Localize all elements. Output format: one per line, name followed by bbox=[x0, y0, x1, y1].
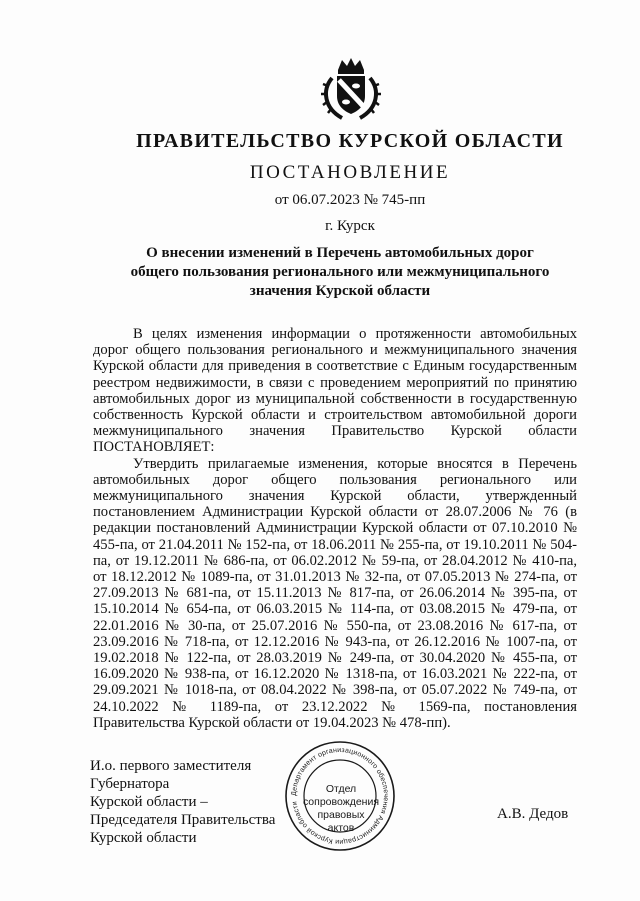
document-city: г. Курск bbox=[325, 218, 375, 234]
stamp-line: сопровождения bbox=[302, 796, 380, 808]
stamp-line: правовых bbox=[317, 809, 365, 821]
body-paragraph-preamble: В целях изменения информации о протяженности автомобильных дорог общего пользования регионального и межмуниципального значения Курской области для приведения в соответствие с Единым государственным реестром недвижимости, в связи с проведением мероприятий по принятию автомобильных дорог из муниципальной собственности в государственную собственность Курской области и строительством автомобильной дороги межмуниципального значения Правительство Курской области ПОСТАНОВЛЯЕТ: bbox=[93, 326, 577, 456]
document-number: от 06.07.2023 № 745-пп bbox=[274, 192, 426, 208]
signatory-line: И.о. первого заместителя Губернатора bbox=[90, 758, 252, 792]
stamp-ring-text: Департамент организационного обеспечения Администрации Курской области bbox=[290, 746, 390, 846]
body-paragraph-resolution: Утвердить прилагаемые изменения, которые вносятся в Перечень автомобильных дорог общего пользования регионального или межмуниципального значения Курской области, утвержденный постановлением Администрации Курской области от 28.07.2006 № 76 (в редакции постановлений Администрации Курской области от 07.10.2010 № 455-па, от 21.04.2011 № 152-па, от 18.06.2011 № 255-па, от 19.10.2011 № 504-па, от 19.12.2011 № 686-па, от 06.02.2012 № 59-па, от 28.04.2012 № 410-па, от 18.12.2012 № 1089-па, от 31.01.2013 № 32-па, от 07.05.2013 № 274-па, от 27.09.2013 № 681-па, от 15.11.2013 № 817-па, от 26.06.2014 № 395-па, от 15.10.2014 № 654-па, от 06.03.2015 № 114-па, от 03.08.2015 № 479-па, от 22.01.2016 № 30-па, от 25.07.2016 № 550-па, от 23.08.2016 № 617-па, от 23.09.2016 № 718-па, от 12.12.2016 № 943-па, от 26.12.2016 № 1007-па, от 19.02.2018 № 122-па, от 28.03.2019 № 249-па, от 30.04.2020 № 455-па, от 16.09.2020 № 938-па, от 16.12.2020 № 1318-па, от 16.03.2021 № 222-па, от 29.09.2021 № 1018-па, от 08.04.2022 № 398-па, от 05.07.2022 № 749-па, от 24.10.2022 № 1189-па, от 23.12.2022 № 1569-па, постановления Правительства Курской области от 19.04.2023 № 478-пп). bbox=[93, 455, 577, 731]
signatory-line: Курской области – bbox=[90, 794, 208, 810]
kursk-coat-of-arms-icon bbox=[318, 56, 384, 122]
signatory-line: Председателя Правительства bbox=[90, 812, 276, 828]
signatory-line: Курской области bbox=[90, 830, 197, 846]
document-subject: О внесении изменений в Перечень автомобильных дорог общего пользования регионального или межмуниципального значения Курской области bbox=[130, 245, 550, 299]
stamp-inner-text bbox=[298, 783, 384, 835]
stamp-line: актов bbox=[327, 822, 355, 834]
signatory-name: А.В. Дедов bbox=[497, 806, 569, 822]
document-type: ПОСТАНОВЛЕНИЕ bbox=[249, 162, 451, 183]
document-body bbox=[93, 326, 577, 731]
stamp-line: Отдел bbox=[325, 783, 357, 795]
government-title: ПРАВИТЕЛЬСТВО КУРСКОЙ ОБЛАСТИ bbox=[136, 130, 564, 152]
